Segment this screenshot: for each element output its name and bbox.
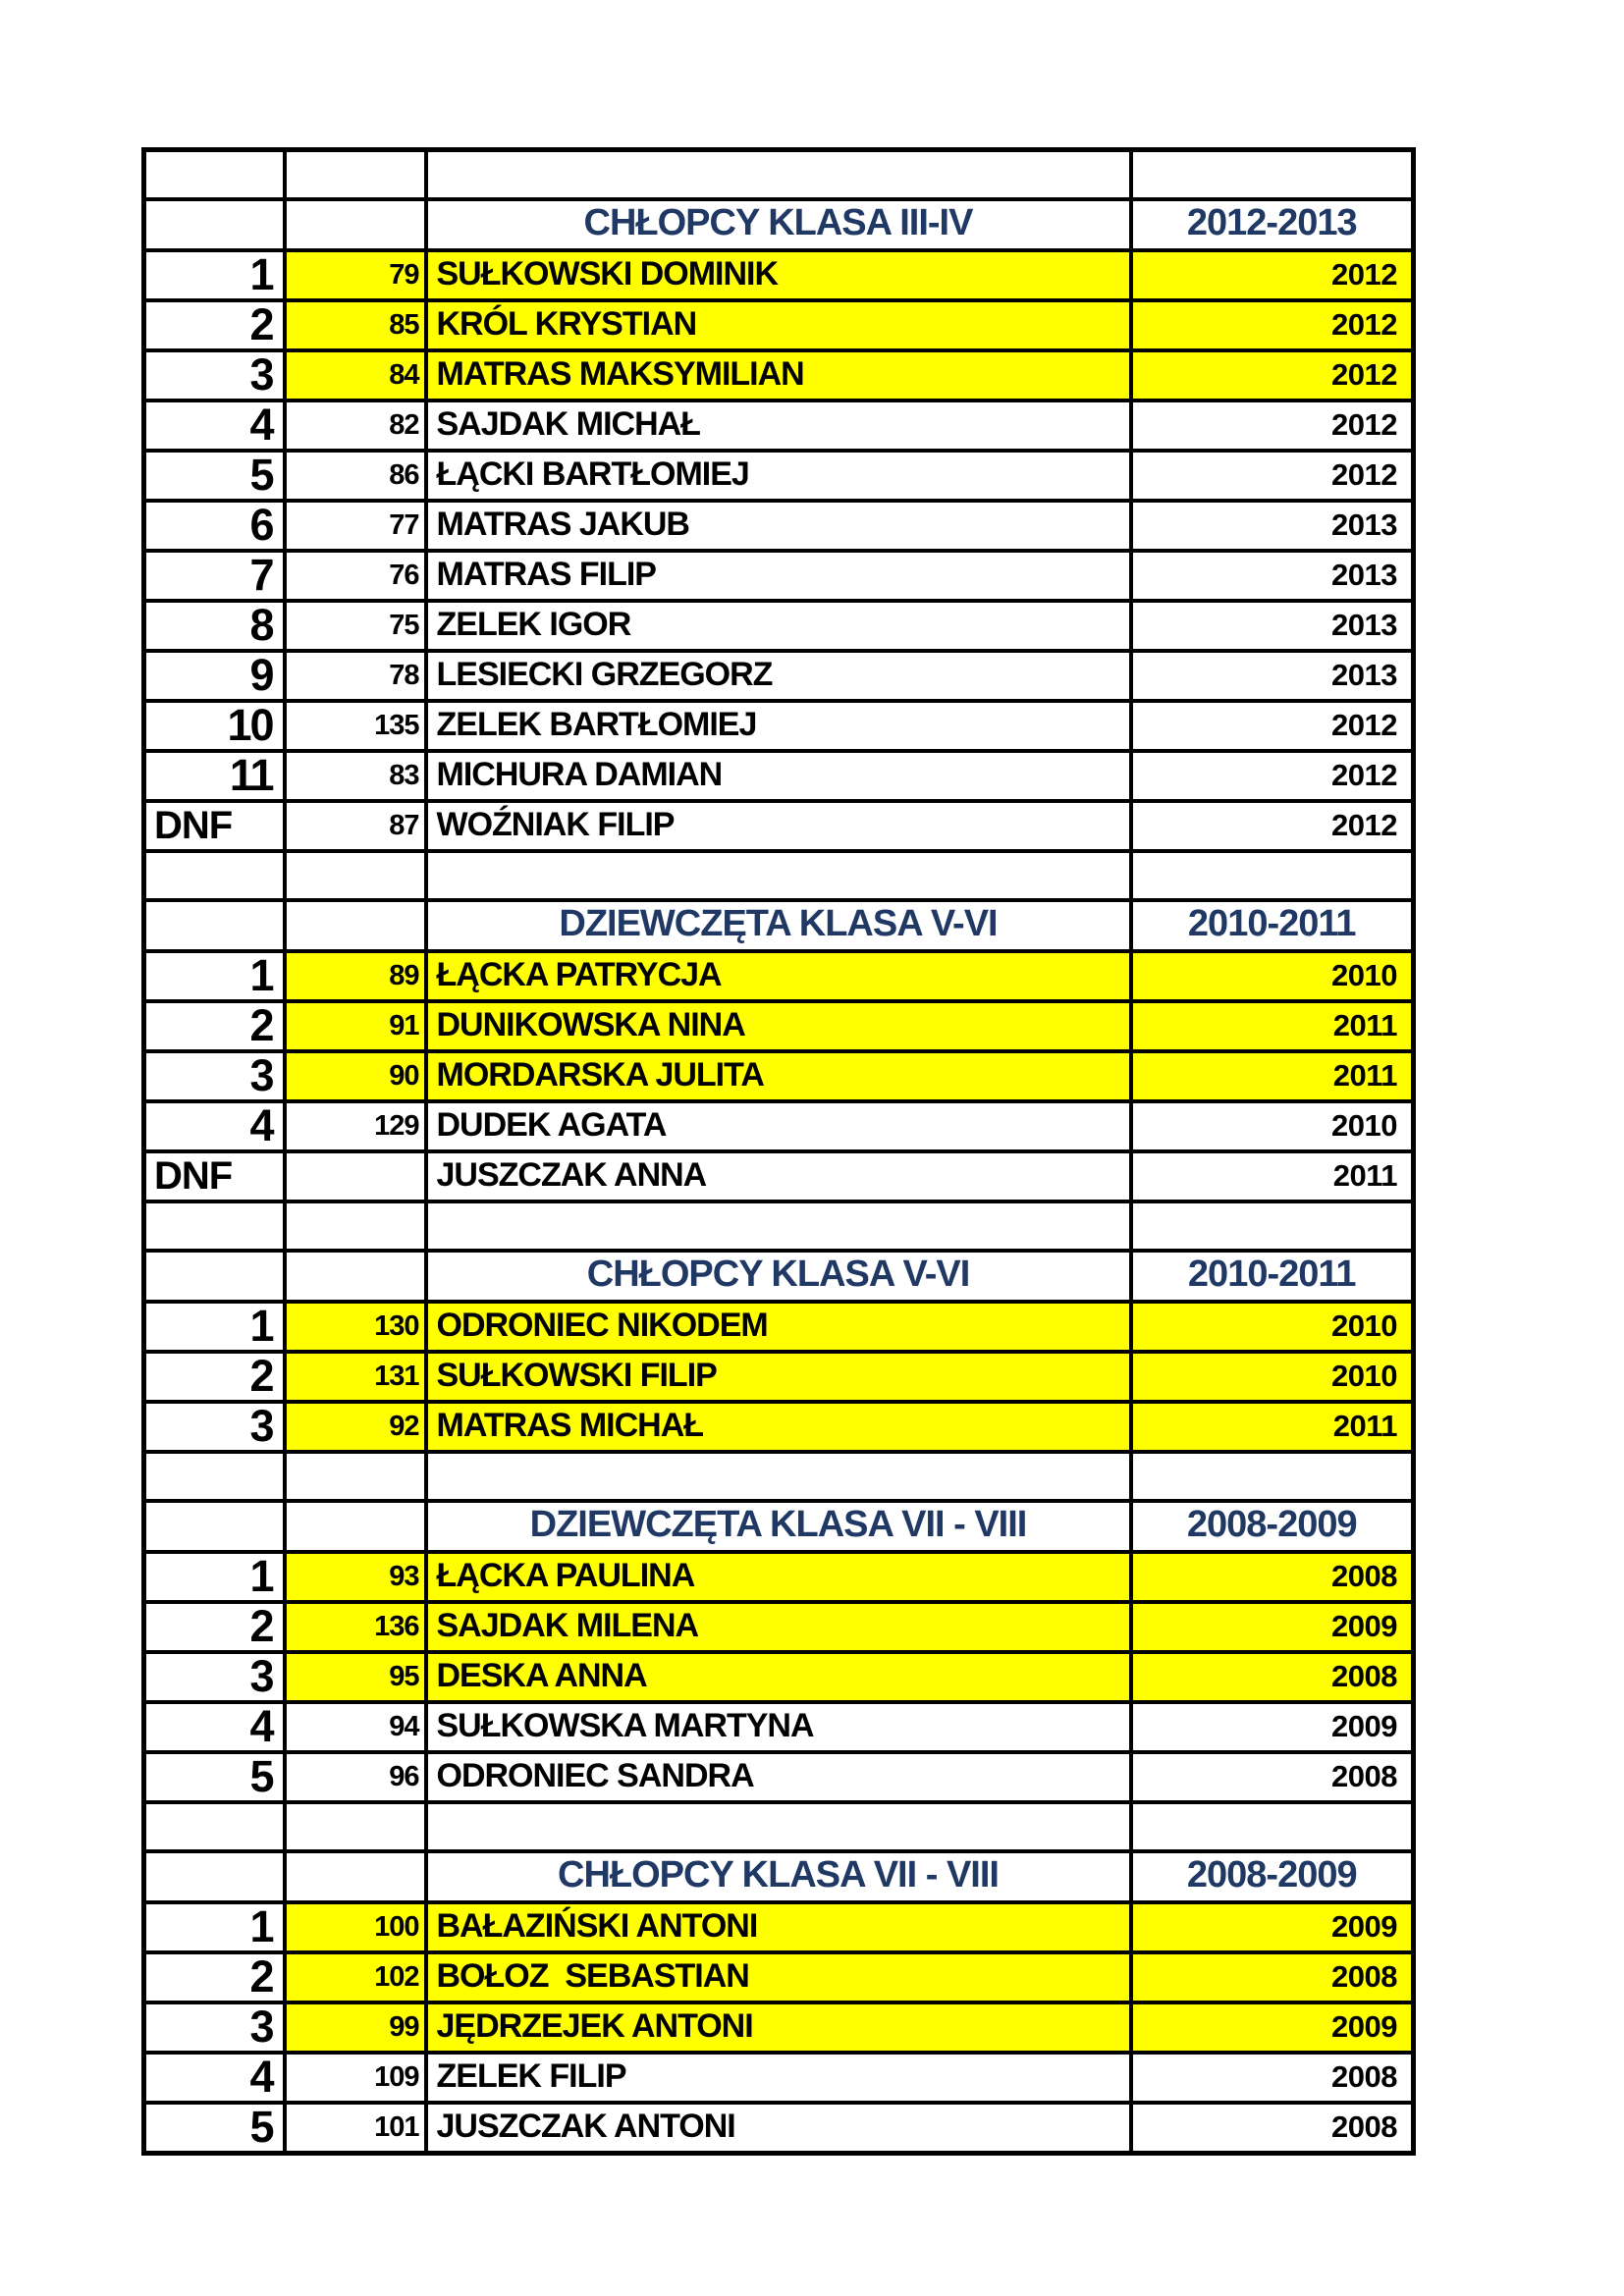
table-row xyxy=(144,651,1414,701)
year-cell: 2008 xyxy=(1131,2053,1414,2103)
header-bib-cell xyxy=(285,199,426,250)
name-cell: MORDARSKA JULITA xyxy=(426,1051,1131,1101)
table-row xyxy=(144,250,1414,300)
name-cell: SUŁKOWSKA MARTYNA xyxy=(426,1702,1131,1752)
section-header-row xyxy=(144,1251,1414,1302)
bib-cell: 129 xyxy=(285,1101,426,1151)
results-table xyxy=(141,147,1416,2156)
place-cell: 1 xyxy=(144,1902,285,1952)
bib-cell xyxy=(285,1151,426,1201)
year-cell: 2012 xyxy=(1131,350,1414,400)
section-title: DZIEWCZĘTA KLASA V-VI xyxy=(426,900,1131,951)
bib-cell: 92 xyxy=(285,1402,426,1452)
place-cell: 5 xyxy=(144,2103,285,2154)
bib-cell: 87 xyxy=(285,801,426,851)
bib-cell: 135 xyxy=(285,701,426,751)
name-cell: ZELEK IGOR xyxy=(426,601,1131,651)
year-cell: 2010 xyxy=(1131,1302,1414,1352)
table-row xyxy=(144,1352,1414,1402)
place-cell: 1 xyxy=(144,951,285,1001)
place-cell: 5 xyxy=(144,451,285,501)
place-cell: 4 xyxy=(144,400,285,451)
year-cell: 2012 xyxy=(1131,300,1414,350)
table-row xyxy=(144,2002,1414,2053)
table-row xyxy=(144,1702,1414,1752)
section-title: CHŁOPCY KLASA VII - VIII xyxy=(426,1851,1131,1902)
name-cell: SUŁKOWSKI DOMINIK xyxy=(426,250,1131,300)
year-cell: 2009 xyxy=(1131,1902,1414,1952)
year-cell: 2013 xyxy=(1131,551,1414,601)
year-cell: 2012 xyxy=(1131,701,1414,751)
name-cell: ODRONIEC NIKODEM xyxy=(426,1302,1131,1352)
section-title: DZIEWCZĘTA KLASA VII - VIII xyxy=(426,1501,1131,1552)
bib-cell: 130 xyxy=(285,1302,426,1352)
bib-cell: 102 xyxy=(285,1952,426,2002)
table-row xyxy=(144,1602,1414,1652)
table-row xyxy=(144,1652,1414,1702)
place-cell: 2 xyxy=(144,1001,285,1051)
name-cell: ODRONIEC SANDRA xyxy=(426,1752,1131,1802)
name-cell: MATRAS JAKUB xyxy=(426,501,1131,551)
table-row xyxy=(144,501,1414,551)
bib-cell: 82 xyxy=(285,400,426,451)
name-cell: MATRAS FILIP xyxy=(426,551,1131,601)
name-cell: BAŁAZIŃSKI ANTONI xyxy=(426,1902,1131,1952)
place-cell: 2 xyxy=(144,300,285,350)
empty-year-cell xyxy=(1131,150,1414,199)
bib-cell: 75 xyxy=(285,601,426,651)
header-place-cell xyxy=(144,900,285,951)
name-cell: ZELEK BARTŁOMIEJ xyxy=(426,701,1131,751)
place-cell: 8 xyxy=(144,601,285,651)
year-cell: 2010 xyxy=(1131,1101,1414,1151)
table-row xyxy=(144,801,1414,851)
place-cell: 3 xyxy=(144,1652,285,1702)
empty-name-cell xyxy=(426,1452,1131,1501)
empty-year-cell xyxy=(1131,1201,1414,1251)
year-cell: 2008 xyxy=(1131,1652,1414,1702)
place-cell: 1 xyxy=(144,250,285,300)
bib-cell: 91 xyxy=(285,1001,426,1051)
empty-bib-cell xyxy=(285,1201,426,1251)
table-row xyxy=(144,751,1414,801)
place-cell: 10 xyxy=(144,701,285,751)
year-cell: 2010 xyxy=(1131,1352,1414,1402)
year-cell: 2013 xyxy=(1131,601,1414,651)
section-spacer-row xyxy=(144,851,1414,900)
name-cell: SAJDAK MICHAŁ xyxy=(426,400,1131,451)
empty-name-cell xyxy=(426,1802,1131,1851)
name-cell: DUDEK AGATA xyxy=(426,1101,1131,1151)
year-cell: 2008 xyxy=(1131,1752,1414,1802)
empty-bib-cell xyxy=(285,1452,426,1501)
name-cell: JUSZCZAK ANNA xyxy=(426,1151,1131,1201)
year-cell: 2012 xyxy=(1131,451,1414,501)
place-cell: 4 xyxy=(144,2053,285,2103)
name-cell: ŁĄCKA PATRYCJA xyxy=(426,951,1131,1001)
table-row xyxy=(144,451,1414,501)
place-cell: 3 xyxy=(144,1051,285,1101)
empty-bib-cell xyxy=(285,851,426,900)
place-cell: 3 xyxy=(144,350,285,400)
table-row xyxy=(144,1151,1414,1201)
place-cell: 2 xyxy=(144,1602,285,1652)
year-cell: 2008 xyxy=(1131,1952,1414,2002)
header-bib-cell xyxy=(285,1501,426,1552)
bib-cell: 78 xyxy=(285,651,426,701)
table-row xyxy=(144,400,1414,451)
name-cell: ŁĄCKI BARTŁOMIEJ xyxy=(426,451,1131,501)
empty-bib-cell xyxy=(285,150,426,199)
year-cell: 2011 xyxy=(1131,1151,1414,1201)
name-cell: ŁĄCKA PAULINA xyxy=(426,1552,1131,1602)
bib-cell: 76 xyxy=(285,551,426,601)
bib-cell: 95 xyxy=(285,1652,426,1702)
name-cell: DUNIKOWSKA NINA xyxy=(426,1001,1131,1051)
place-cell: 3 xyxy=(144,2002,285,2053)
section-title: CHŁOPCY KLASA III-IV xyxy=(426,199,1131,250)
place-cell: 4 xyxy=(144,1702,285,1752)
section-header-row xyxy=(144,1501,1414,1552)
section-years: 2010-2011 xyxy=(1131,1251,1414,1302)
bib-cell: 93 xyxy=(285,1552,426,1602)
top-empty-row xyxy=(144,150,1414,199)
section-header-row xyxy=(144,900,1414,951)
name-cell: DESKA ANNA xyxy=(426,1652,1131,1702)
bib-cell: 131 xyxy=(285,1352,426,1402)
table-row xyxy=(144,551,1414,601)
year-cell: 2008 xyxy=(1131,2103,1414,2154)
section-header-row xyxy=(144,1851,1414,1902)
bib-cell: 136 xyxy=(285,1602,426,1652)
name-cell: MATRAS MICHAŁ xyxy=(426,1402,1131,1452)
place-cell: 2 xyxy=(144,1952,285,2002)
bib-cell: 94 xyxy=(285,1702,426,1752)
empty-year-cell xyxy=(1131,1802,1414,1851)
table-row xyxy=(144,701,1414,751)
table-row xyxy=(144,1001,1414,1051)
name-cell: LESIECKI GRZEGORZ xyxy=(426,651,1131,701)
bib-cell: 77 xyxy=(285,501,426,551)
year-cell: 2013 xyxy=(1131,651,1414,701)
year-cell: 2010 xyxy=(1131,951,1414,1001)
table-row xyxy=(144,300,1414,350)
bib-cell: 85 xyxy=(285,300,426,350)
name-cell: BOŁOZ SEBASTIAN xyxy=(426,1952,1131,2002)
empty-place-cell xyxy=(144,1201,285,1251)
place-cell: 9 xyxy=(144,651,285,701)
empty-place-cell xyxy=(144,851,285,900)
table-row xyxy=(144,2103,1414,2154)
section-spacer-row xyxy=(144,1802,1414,1851)
name-cell: KRÓL KRYSTIAN xyxy=(426,300,1131,350)
empty-name-cell xyxy=(426,851,1131,900)
section-years: 2008-2009 xyxy=(1131,1501,1414,1552)
place-cell: 3 xyxy=(144,1402,285,1452)
bib-cell: 100 xyxy=(285,1902,426,1952)
header-bib-cell xyxy=(285,900,426,951)
year-cell: 2009 xyxy=(1131,1602,1414,1652)
bib-cell: 86 xyxy=(285,451,426,501)
header-place-cell xyxy=(144,1501,285,1552)
name-cell: JUSZCZAK ANTONI xyxy=(426,2103,1131,2154)
year-cell: 2011 xyxy=(1131,1051,1414,1101)
bib-cell: 79 xyxy=(285,250,426,300)
year-cell: 2011 xyxy=(1131,1001,1414,1051)
name-cell: SAJDAK MILENA xyxy=(426,1602,1131,1652)
section-header-row xyxy=(144,199,1414,250)
bib-cell: 101 xyxy=(285,2103,426,2154)
section-years: 2008-2009 xyxy=(1131,1851,1414,1902)
section-years: 2010-2011 xyxy=(1131,900,1414,951)
place-cell: 11 xyxy=(144,751,285,801)
year-cell: 2012 xyxy=(1131,400,1414,451)
place-cell: 4 xyxy=(144,1101,285,1151)
name-cell: SUŁKOWSKI FILIP xyxy=(426,1352,1131,1402)
year-cell: 2011 xyxy=(1131,1402,1414,1452)
year-cell: 2012 xyxy=(1131,751,1414,801)
year-cell: 2013 xyxy=(1131,501,1414,551)
bib-cell: 83 xyxy=(285,751,426,801)
name-cell: ZELEK FILIP xyxy=(426,2053,1131,2103)
header-place-cell xyxy=(144,1851,285,1902)
bib-cell: 84 xyxy=(285,350,426,400)
table-row xyxy=(144,1752,1414,1802)
table-row xyxy=(144,951,1414,1001)
section-spacer-row xyxy=(144,1201,1414,1251)
bib-cell: 109 xyxy=(285,2053,426,2103)
name-cell: WOŹNIAK FILIP xyxy=(426,801,1131,851)
empty-year-cell xyxy=(1131,1452,1414,1501)
place-cell: 7 xyxy=(144,551,285,601)
table-row xyxy=(144,1952,1414,2002)
section-spacer-row xyxy=(144,1452,1414,1501)
name-cell: JĘDRZEJEK ANTONI xyxy=(426,2002,1131,2053)
place-cell: DNF xyxy=(144,801,285,851)
header-place-cell xyxy=(144,1251,285,1302)
bib-cell: 96 xyxy=(285,1752,426,1802)
place-cell: 1 xyxy=(144,1552,285,1602)
empty-place-cell xyxy=(144,1802,285,1851)
year-cell: 2012 xyxy=(1131,801,1414,851)
bib-cell: 99 xyxy=(285,2002,426,2053)
table-row xyxy=(144,1101,1414,1151)
year-cell: 2009 xyxy=(1131,1702,1414,1752)
empty-name-cell xyxy=(426,150,1131,199)
year-cell: 2012 xyxy=(1131,250,1414,300)
bib-cell: 89 xyxy=(285,951,426,1001)
name-cell: MICHURA DAMIAN xyxy=(426,751,1131,801)
bib-cell: 90 xyxy=(285,1051,426,1101)
empty-place-cell xyxy=(144,150,285,199)
header-bib-cell xyxy=(285,1851,426,1902)
section-title: CHŁOPCY KLASA V-VI xyxy=(426,1251,1131,1302)
table-row xyxy=(144,1051,1414,1101)
year-cell: 2008 xyxy=(1131,1552,1414,1602)
table-row xyxy=(144,1402,1414,1452)
table-row xyxy=(144,1902,1414,1952)
table-row xyxy=(144,601,1414,651)
empty-name-cell xyxy=(426,1201,1131,1251)
place-cell: 6 xyxy=(144,501,285,551)
header-bib-cell xyxy=(285,1251,426,1302)
empty-place-cell xyxy=(144,1452,285,1501)
place-cell: 1 xyxy=(144,1302,285,1352)
place-cell: 5 xyxy=(144,1752,285,1802)
table-row xyxy=(144,1552,1414,1602)
empty-year-cell xyxy=(1131,851,1414,900)
section-years: 2012-2013 xyxy=(1131,199,1414,250)
empty-bib-cell xyxy=(285,1802,426,1851)
table-row xyxy=(144,1302,1414,1352)
header-place-cell xyxy=(144,199,285,250)
name-cell: MATRAS MAKSYMILIAN xyxy=(426,350,1131,400)
table-row xyxy=(144,350,1414,400)
results-table-body xyxy=(144,150,1414,2154)
place-cell: 2 xyxy=(144,1352,285,1402)
place-cell: DNF xyxy=(144,1151,285,1201)
table-row xyxy=(144,2053,1414,2103)
year-cell: 2009 xyxy=(1131,2002,1414,2053)
